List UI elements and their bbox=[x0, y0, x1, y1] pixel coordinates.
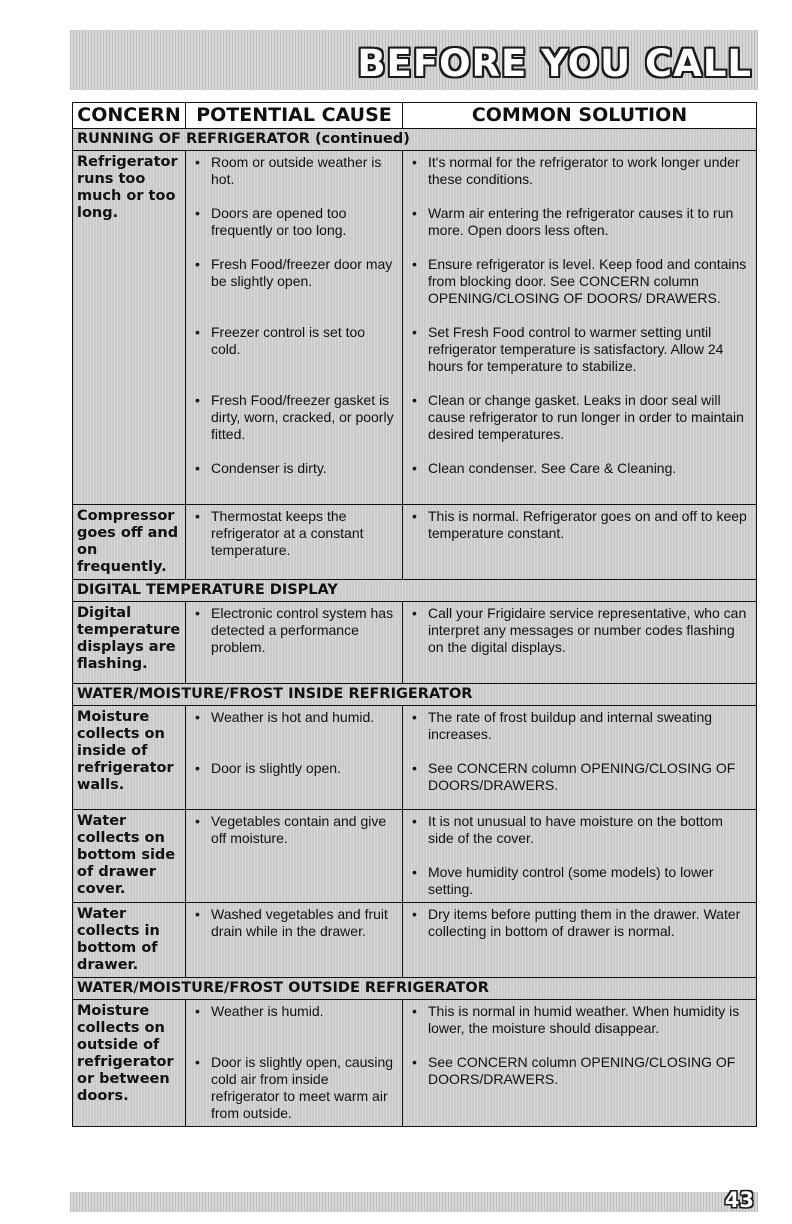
cause-cell bbox=[186, 706, 403, 810]
table-row bbox=[73, 903, 757, 978]
section-title: RUNNING OF REFRIGERATOR (continued) bbox=[73, 129, 757, 151]
section-title: DIGITAL TEMPERATURE DISPLAY bbox=[73, 580, 757, 602]
cause-list bbox=[187, 904, 401, 943]
solution-cell bbox=[403, 903, 757, 978]
cause-cell bbox=[186, 151, 403, 505]
concern-cell: Compressor goes off and on frequently. bbox=[73, 505, 186, 580]
table-row bbox=[73, 151, 757, 505]
table-row bbox=[73, 1000, 757, 1127]
table-row bbox=[73, 505, 757, 580]
section-title: WATER/MOISTURE/FROST INSIDE REFRIGERATOR bbox=[73, 684, 757, 706]
column-header-cause: POTENTIAL CAUSE bbox=[186, 103, 403, 129]
cause-cell bbox=[186, 1000, 403, 1127]
solution-item: • This is normal in humid weather. When humidity is lower, the moisture should disappear. bbox=[408, 1003, 751, 1037]
cause-item: • Weather is humid. bbox=[191, 1003, 397, 1037]
table-body bbox=[73, 129, 757, 1127]
solution-list bbox=[404, 603, 755, 659]
concern-cell: Moisture collects on outside of refrigerator or between doors. bbox=[73, 1000, 186, 1127]
solution-cell bbox=[403, 810, 757, 903]
concern-cell: Digital temperature displays are flashing. bbox=[73, 602, 186, 684]
solution-list bbox=[404, 1001, 755, 1125]
footer-band bbox=[70, 1188, 758, 1212]
column-header-concern: CONCERN bbox=[73, 103, 186, 129]
cause-item: • Electronic control system has detected a performance problem. bbox=[191, 605, 397, 656]
cause-item: • Fresh Food/freezer gasket is dirty, worn, cracked, or poorly fitted. bbox=[191, 392, 397, 443]
cause-cell bbox=[186, 602, 403, 684]
solution-item: • Call your Frigidaire service representative, who can interpret any messages or number codes flashing on the digital displays. bbox=[408, 605, 751, 656]
cause-cell bbox=[186, 903, 403, 978]
solution-list bbox=[404, 506, 755, 562]
solution-cell bbox=[403, 706, 757, 810]
solution-cell bbox=[403, 1000, 757, 1127]
solution-item: • It is not unusual to have moisture on the bottom side of the cover. bbox=[408, 813, 751, 847]
section-row bbox=[73, 978, 757, 1000]
solution-list bbox=[404, 707, 755, 797]
page-number: 43 bbox=[724, 1188, 754, 1212]
section-row bbox=[73, 684, 757, 706]
solution-item: • This is normal. Refrigerator goes on and off to keep temperature constant. bbox=[408, 508, 751, 559]
cause-item: • Vegetables contain and give off moisture. bbox=[191, 813, 397, 847]
column-header-solution: COMMON SOLUTION bbox=[403, 103, 757, 129]
solution-item: • Set Fresh Food control to warmer setting until refrigerator temperature is satisfactory. Allow 24 hours for temperature to stabilize. bbox=[408, 324, 751, 375]
cause-list bbox=[187, 603, 401, 659]
cause-item: • Fresh Food/freezer door may be slightly open. bbox=[191, 256, 397, 307]
cause-list bbox=[187, 152, 401, 480]
section-row bbox=[73, 580, 757, 602]
solution-item: • The rate of frost buildup and internal sweating increases. bbox=[408, 709, 751, 743]
solution-cell bbox=[403, 505, 757, 580]
cause-cell bbox=[186, 810, 403, 903]
cause-item: • Washed vegetables and fruit drain while in the drawer. bbox=[191, 906, 397, 940]
solution-item: • Warm air entering the refrigerator causes it to run more. Open doors less often. bbox=[408, 205, 751, 239]
cause-item: • Freezer control is set too cold. bbox=[191, 324, 397, 375]
solution-list bbox=[404, 152, 755, 480]
solution-item: • See CONCERN column OPENING/CLOSING OF DOORS/DRAWERS. bbox=[408, 1054, 751, 1122]
solution-list bbox=[404, 904, 755, 943]
cause-list bbox=[187, 811, 401, 901]
table-row bbox=[73, 602, 757, 684]
solution-item: • Dry items before putting them in the drawer. Water collecting in bottom of drawer is normal. bbox=[408, 906, 751, 940]
troubleshooting-table bbox=[72, 102, 757, 1127]
table-row bbox=[73, 810, 757, 903]
solution-list bbox=[404, 811, 755, 901]
section-row bbox=[73, 129, 757, 151]
cause-item: • Weather is hot and humid. bbox=[191, 709, 397, 743]
solution-item: • Clean or change gasket. Leaks in door seal will cause refrigerator to run longer in order to maintain desired temperatures. bbox=[408, 392, 751, 443]
solution-item: • Ensure refrigerator is level. Keep food and contains from blocking door. See CONCERN column OPENING/CLOSING OF DOORS/ DRAWERS. bbox=[408, 256, 751, 307]
cause-list bbox=[187, 506, 401, 562]
solution-cell bbox=[403, 151, 757, 505]
concern-cell: Water collects in bottom of drawer. bbox=[73, 903, 186, 978]
cause-item: • Door is slightly open. bbox=[191, 760, 397, 794]
page-title: BEFORE YOU CALL bbox=[357, 42, 752, 85]
cause-item: • Room or outside weather is hot. bbox=[191, 154, 397, 188]
cause-list bbox=[187, 1001, 401, 1125]
concern-cell: Water collects on bottom side of drawer cover. bbox=[73, 810, 186, 903]
table-row bbox=[73, 706, 757, 810]
cause-list bbox=[187, 707, 401, 797]
solution-item: • Clean condenser. See Care & Cleaning. bbox=[408, 460, 751, 477]
cause-item: • Thermostat keeps the refrigerator at a constant temperature. bbox=[191, 508, 397, 559]
section-title: WATER/MOISTURE/FROST OUTSIDE REFRIGERATOR bbox=[73, 978, 757, 1000]
cause-cell bbox=[186, 505, 403, 580]
title-banner bbox=[70, 30, 758, 90]
solution-cell bbox=[403, 602, 757, 684]
concern-cell: Refrigerator runs too much or too long. bbox=[73, 151, 186, 505]
solution-item: • It's normal for the refrigerator to work longer under these conditions. bbox=[408, 154, 751, 188]
solution-item: • Move humidity control (some models) to lower setting. bbox=[408, 864, 751, 898]
solution-item: • See CONCERN column OPENING/CLOSING OF DOORS/DRAWERS. bbox=[408, 760, 751, 794]
concern-cell: Moisture collects on inside of refrigerator walls. bbox=[73, 706, 186, 810]
cause-item: • Door is slightly open, causing cold air from inside refrigerator to meet warm air from outside. bbox=[191, 1054, 397, 1122]
cause-item: • Doors are opened too frequently or too long. bbox=[191, 205, 397, 239]
cause-item: • Condenser is dirty. bbox=[191, 460, 397, 477]
